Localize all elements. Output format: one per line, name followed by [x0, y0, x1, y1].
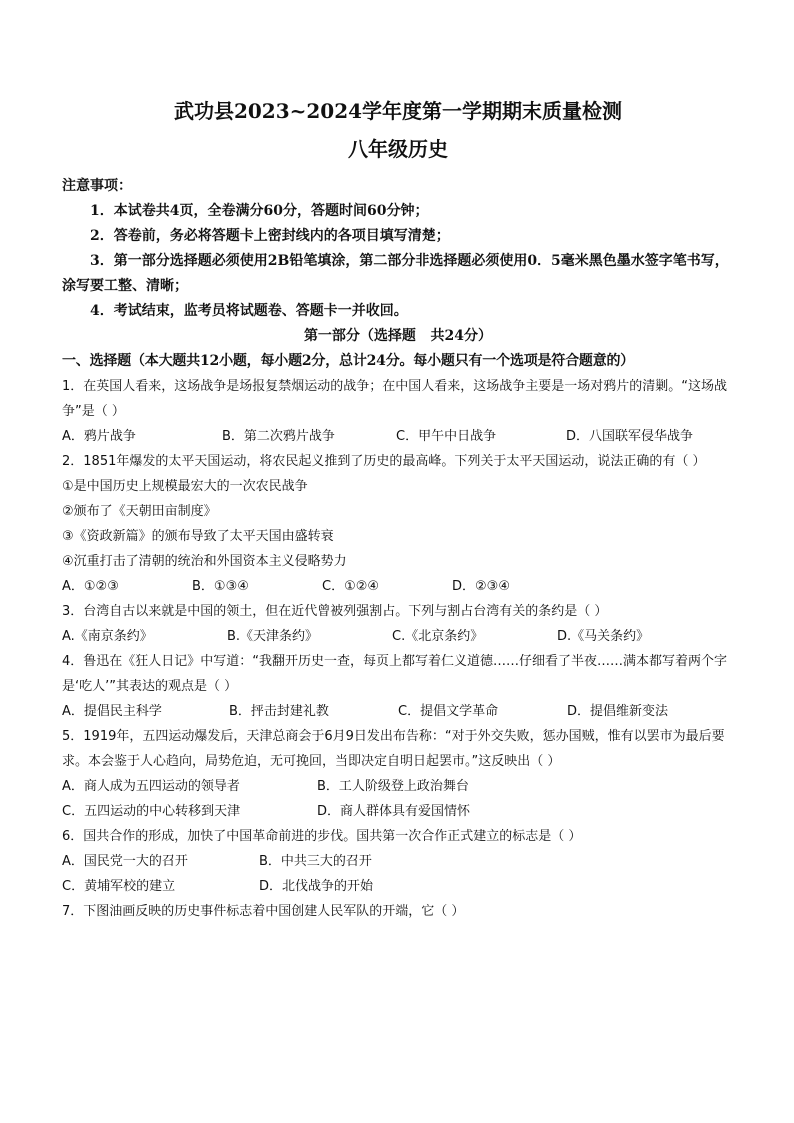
- option-d: D.《马关条约》: [557, 629, 650, 644]
- option-b: B.《天津条约》: [227, 629, 319, 644]
- option-d: D．②③④: [452, 579, 510, 594]
- question-stem: 7．下图油画反映的历史事件标志着中国创建人民军队的开端，它（ ）: [62, 904, 465, 919]
- question-stem: 2．1851年爆发的太平天国运动，将农民起义推到了历史的最高峰。下列关于太平天国运动，说法正确的有（ ）: [62, 454, 706, 469]
- section-heading: 一、选择题（本大题共12小题，每小题2分，总计24分。每小题只有一个选项是符合题意的）: [62, 353, 635, 369]
- note-item: 2．答卷前，务必将答题卡上密封线内的各项目填写清楚；: [90, 228, 450, 244]
- part1-heading: 第一部分（选择题 共24分）: [303, 328, 493, 344]
- statement-item: ④沉重打击了清朝的统治和外国资本主义侵略势力: [62, 554, 347, 569]
- option-a: A．商人成为五四运动的领导者: [62, 779, 240, 794]
- question-options: [62, 574, 734, 599]
- option-d: D．商人群体具有爱国情怀: [317, 804, 471, 819]
- option-a: A．鸦片战争: [62, 429, 136, 444]
- option-b: B．中共三大的召开: [259, 854, 372, 869]
- option-a: A.《南京条约》: [62, 629, 153, 644]
- question-options: [62, 799, 734, 824]
- notes-heading: 注意事项：: [62, 178, 132, 194]
- exam-page: [62, 96, 734, 924]
- option-c: C．甲午中日战争: [396, 429, 497, 444]
- question-stem: 5．1919年，五四运动爆发后，天津总商会于6月9日发出布告称：“对于外交失败，惩办国贼，惟有以罢市为最后要求。本会鉴于人心趋向，局势危迫，无可挽回，当即决定自明日起罢市。”这反映出（ ）: [62, 729, 725, 769]
- exam-subtitle: 八年级历史: [348, 137, 448, 161]
- question-options: [62, 849, 734, 874]
- question-stem: 1．在英国人看来，这场战争是场报复禁烟运动的战争；在中国人看来，这场战争主要是一场对鸦片的清剿。“这场战争”是（ ）: [62, 379, 728, 419]
- option-b: B．工人阶级登上政治舞台: [317, 779, 469, 794]
- option-a: A．提倡民主科学: [62, 704, 162, 719]
- option-c: C．提倡文学革命: [398, 704, 499, 719]
- option-c: C.《北京条约》: [392, 629, 484, 644]
- note-item: 4．考试结束，监考员将试题卷、答题卡一并收回。: [90, 303, 408, 319]
- option-c: C．五四运动的中心转移到天津: [62, 804, 241, 819]
- option-b: B．①③④: [192, 579, 249, 594]
- question-stem: 4．鲁迅在《狂人日记》中写道：“我翻开历史一查，每页上都写着仁义道德……仔细看了半夜……满本都写着两个字是‘吃人’”其表达的观点是（ ）: [62, 654, 728, 694]
- option-b: B．第二次鸦片战争: [222, 429, 335, 444]
- option-d: D．北伐战争的开始: [259, 879, 374, 894]
- option-d: D．提倡维新变法: [567, 704, 669, 719]
- statement-item: ①是中国历史上规模最宏大的一次农民战争: [62, 479, 308, 494]
- question-options: [62, 874, 734, 899]
- question-options: [62, 424, 734, 449]
- note-item: 3．第一部分选择题必须使用2B铅笔填涂，第二部分非选择题必须使用0．5毫米黑色墨水签字笔书写，涂写要工整、清晰；: [62, 253, 729, 294]
- statement-item: ②颁布了《天朝田亩制度》: [62, 504, 217, 519]
- option-c: C．①②④: [322, 579, 380, 594]
- statement-item: ③《资政新篇》的颁布导致了太平天国由盛转衰: [62, 529, 334, 544]
- option-c: C．黄埔军校的建立: [62, 879, 176, 894]
- note-item: 1．本试卷共4页，全卷满分60分，答题时间60分钟；: [90, 203, 429, 219]
- option-d: D．八国联军侵华战争: [566, 429, 694, 444]
- question-options: [62, 699, 734, 724]
- question-options: [62, 774, 734, 799]
- question-stem: 6．国共合作的形成，加快了中国革命前进的步伐。国共第一次合作正式建立的标志是（ ）: [62, 829, 582, 844]
- option-a: A．①②③: [62, 579, 119, 594]
- option-b: B．抨击封建礼教: [229, 704, 329, 719]
- option-a: A．国民党一大的召开: [62, 854, 188, 869]
- question-stem: 3．台湾自古以来就是中国的领土，但在近代曾被列强割占。下列与割占台湾有关的条约是（ ）: [62, 604, 608, 619]
- question-options: [62, 624, 734, 649]
- exam-title: 武功县2023~2024学年度第一学期期末质量检测: [173, 99, 623, 123]
